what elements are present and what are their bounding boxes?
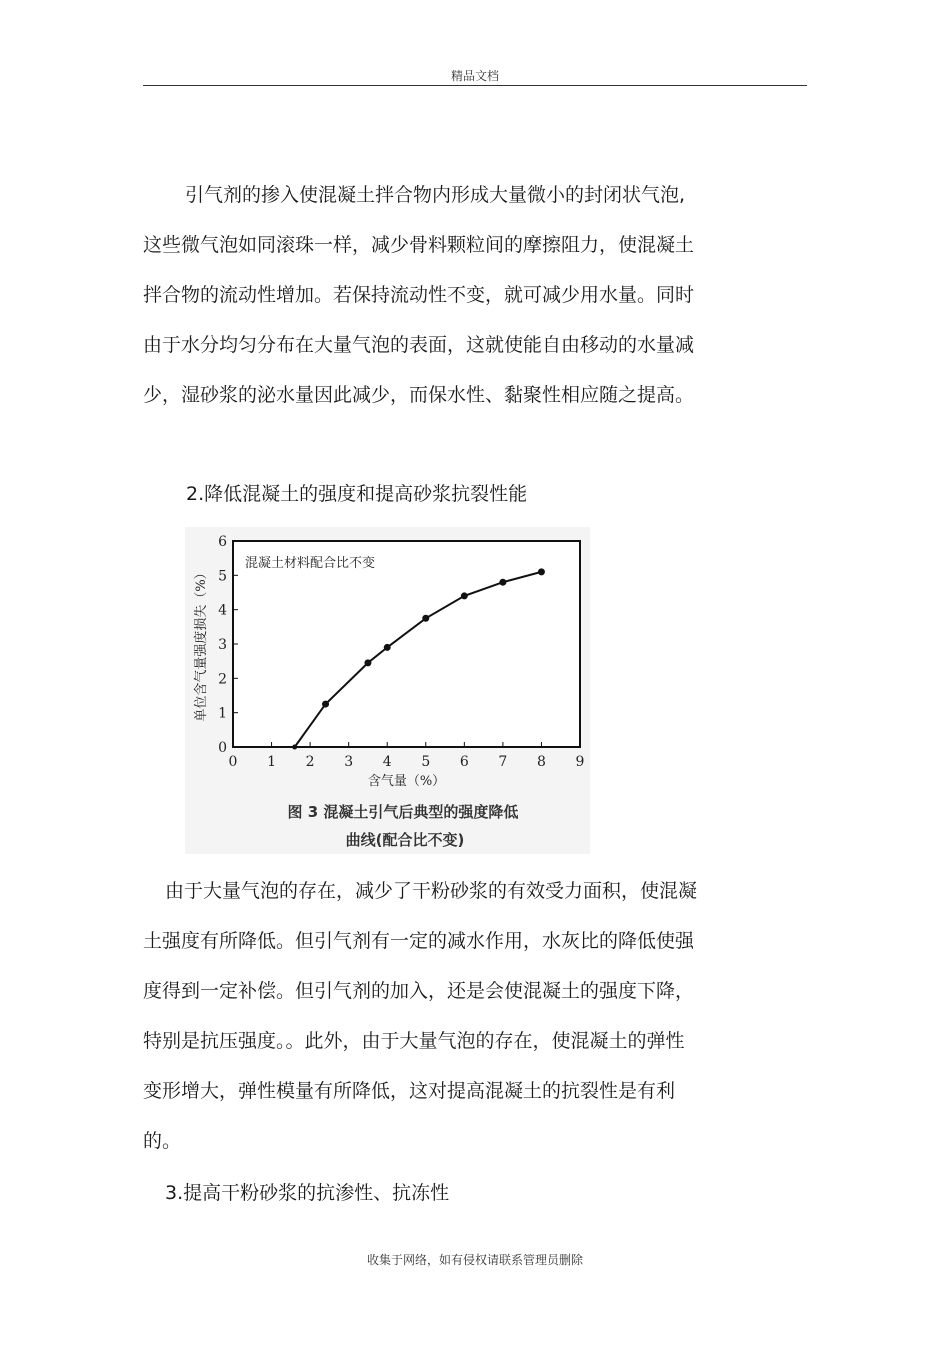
header-rule bbox=[143, 85, 807, 86]
y-tick-label: 6 bbox=[218, 534, 227, 550]
paragraph-line: 土强度有所降低。但引气剂有一定的减水作用，水灰比的降低使强 bbox=[143, 930, 695, 952]
section-heading-2: 2.降低混凝土的强度和提高砂浆抗裂性能 bbox=[186, 483, 528, 505]
x-tick-label: 6 bbox=[459, 754, 469, 770]
paragraph-line: 由于大量气泡的存在，减少了干粉砂浆的有效受力面积，使混凝 bbox=[165, 880, 698, 902]
x-tick-label: 2 bbox=[305, 754, 315, 770]
figure-caption-line-2: 曲线(配合比不变) bbox=[345, 831, 465, 849]
paragraph-line: 拌合物的流动性增加。若保持流动性不变，就可减少用水量。同时 bbox=[143, 284, 695, 306]
x-tick-label: 5 bbox=[421, 754, 431, 770]
paragraph-line: 变形增大，弹性模量有所降低，这对提高混凝土的抗裂性是有利 bbox=[143, 1080, 676, 1102]
x-tick-label: 1 bbox=[267, 754, 277, 770]
data-point bbox=[538, 568, 545, 575]
paragraph-line: 引气剂的掺入使混凝土拌合物内形成大量微小的封闭状气泡, bbox=[185, 184, 686, 206]
y-tick-label: 0 bbox=[218, 740, 227, 756]
y-axis-label: 单位含气量强度损失（%） bbox=[194, 566, 209, 722]
data-point bbox=[461, 592, 468, 599]
figure-caption-line-1: 图 3 混凝土引气后典型的强度降低 bbox=[287, 803, 519, 821]
paragraph-line: 少，湿砂浆的泌水量因此减少，而保水性、黏聚性相应随之提高。 bbox=[143, 384, 695, 406]
y-tick-label: 2 bbox=[218, 671, 227, 688]
paragraph-line: 这些微气泡如同滚珠一样，减少骨料颗粒间的摩擦阻力，使混凝土 bbox=[143, 234, 695, 256]
y-tick-label: 5 bbox=[218, 568, 227, 585]
data-point bbox=[322, 701, 329, 708]
strength-loss-chart bbox=[185, 527, 590, 854]
paragraph-line: 由于水分均匀分布在大量气泡的表面，这就使能自由移动的水量减 bbox=[143, 334, 695, 356]
chart-annotation: 混凝土材料配合比不变 bbox=[245, 556, 376, 571]
data-point bbox=[364, 659, 371, 666]
strength-loss-figure bbox=[185, 527, 590, 854]
plot-frame bbox=[233, 541, 580, 747]
x-tick-label: 4 bbox=[382, 754, 392, 770]
data-point bbox=[422, 615, 429, 622]
x-tick-label: 9 bbox=[575, 754, 585, 770]
paragraph-line: 的。 bbox=[143, 1130, 182, 1152]
x-tick-label: 8 bbox=[536, 754, 546, 770]
paragraph-line: 度得到一定补偿。但引气剂的加入，还是会使混凝土的强度下降， bbox=[143, 980, 695, 1002]
paragraph-2 bbox=[143, 866, 763, 1166]
y-tick-label: 4 bbox=[218, 602, 227, 619]
page-footer-label: 收集于网络，如有侵权请联系管理员删除 bbox=[366, 1253, 583, 1267]
paragraph-1 bbox=[143, 170, 763, 420]
x-tick-label: 3 bbox=[344, 754, 354, 770]
data-point bbox=[384, 644, 391, 651]
x-axis-label: 含气量（%） bbox=[367, 774, 446, 789]
data-point bbox=[292, 745, 297, 750]
y-tick-label: 1 bbox=[218, 705, 227, 722]
data-point bbox=[499, 579, 506, 586]
y-tick-label: 3 bbox=[218, 637, 227, 653]
x-tick-label: 0 bbox=[228, 754, 238, 770]
page-header-label: 精品文档 bbox=[450, 69, 499, 83]
section-heading-3: 3.提高干粉砂浆的抗渗性、抗冻性 bbox=[165, 1182, 450, 1204]
paragraph-line: 特别是抗压强度。。此外，由于大量气泡的存在，使混凝土的弹性 bbox=[143, 1030, 685, 1052]
x-tick-label: 7 bbox=[498, 754, 508, 770]
